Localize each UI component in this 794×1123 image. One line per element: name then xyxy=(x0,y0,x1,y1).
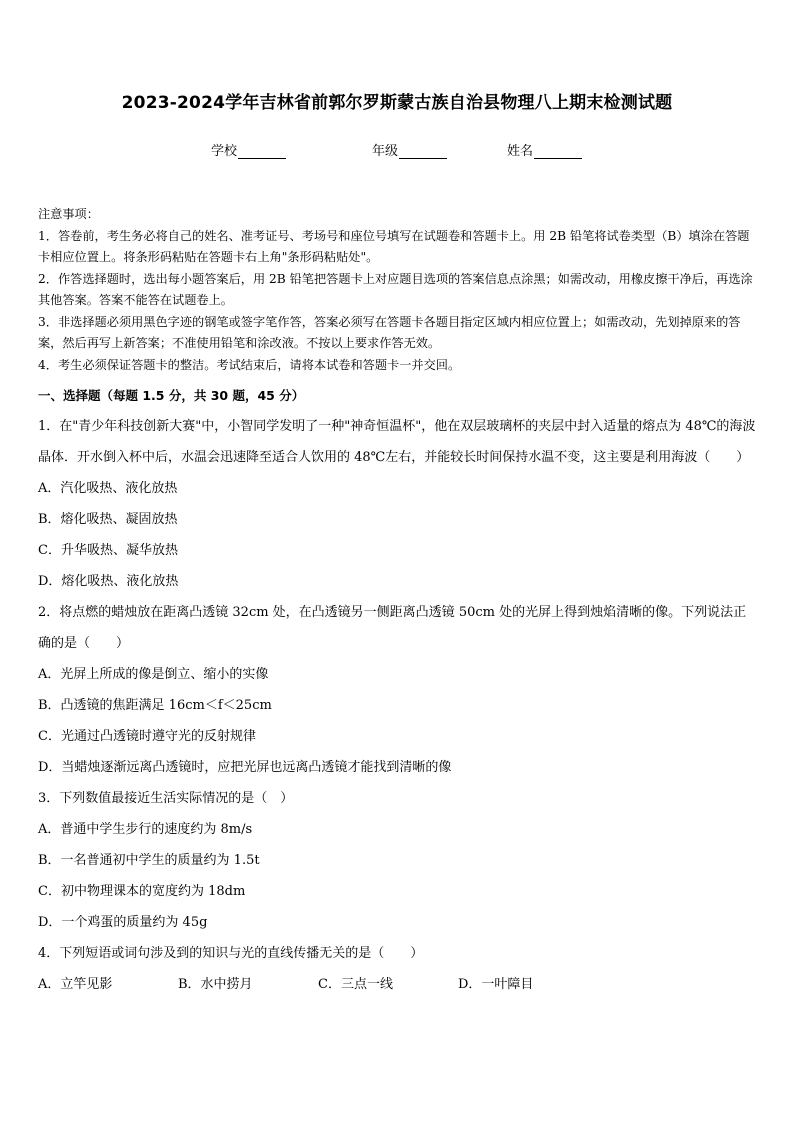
grade-field xyxy=(372,140,447,159)
school-blank xyxy=(238,144,286,159)
option-b: B．凸透镜的焦距满足 16cm＜f＜25cm xyxy=(38,698,272,713)
notes-heading: 注意事项： xyxy=(38,207,99,221)
school-field xyxy=(211,140,286,159)
option-a: A．立竿见影 xyxy=(38,977,113,992)
option-b: B．熔化吸热、凝固放热 xyxy=(38,512,178,527)
grade-label: 年级 xyxy=(372,144,399,159)
option-d: D．熔化吸热、液化放热 xyxy=(38,574,179,589)
name-label: 姓名 xyxy=(507,144,534,159)
exam-title: 2023-2024学年吉林省前郭尔罗斯蒙古族自治县物理八上期末检测试题 xyxy=(121,93,673,113)
option-c: C．三点一线 xyxy=(318,977,393,992)
question-2 xyxy=(38,597,758,783)
option-d: D．一叶障目 xyxy=(458,977,534,992)
grade-blank xyxy=(399,144,447,159)
inline-options xyxy=(38,969,758,1000)
name-field xyxy=(507,140,582,159)
section-title: 一、选择题（每题 1.5 分，共 30 题，45 分） xyxy=(38,388,305,403)
question-stem: 1．在"青少年科技创新大赛"中，小智同学发明了一种"神奇恒温杯"，他在双层玻璃杯的夹层中封入适量的熔点为 48℃的海波晶体．开水倒入杯中后，水温会迅速降至适合人饮用的 48℃左右，并能较长时间保持水温不变，这主要是利用海波（ ） xyxy=(38,419,756,465)
option-a: A．光屏上所成的像是倒立、缩小的实像 xyxy=(38,667,269,682)
question-stem: 3．下列数值最接近生活实际情况的是（ ） xyxy=(38,791,294,806)
option-b: B．水中捞月 xyxy=(178,977,253,992)
question-1 xyxy=(38,411,758,597)
option-c: C．升华吸热、凝华放热 xyxy=(38,543,178,558)
name-blank xyxy=(534,144,582,159)
question-stem: 2．将点燃的蜡烛放在距离凸透镜 32cm 处，在凸透镜另一侧距离凸透镜 50cm 处的光屏上得到烛焰清晰的像。下列说法正确的是（ ） xyxy=(38,605,747,651)
option-c: C．初中物理课本的宽度约为 18dm xyxy=(38,884,246,899)
option-c: C．光通过凸透镜时遵守光的反射规律 xyxy=(38,729,256,744)
option-d: D．一个鸡蛋的质量约为 45g xyxy=(38,915,208,930)
question-stem: 4．下列短语或词句涉及到的知识与光的直线传播无关的是（ ） xyxy=(38,946,424,961)
option-d: D．当蜡烛逐渐远离凸透镜时，应把光屏也远离凸透镜才能找到清晰的像 xyxy=(38,760,452,775)
option-b: B．一名普通初中学生的质量约为 1.5t xyxy=(38,853,260,868)
question-4 xyxy=(38,938,758,1000)
option-a: A．普通中学生步行的速度约为 8m/s xyxy=(38,822,253,837)
note-item: 3．非选择题必须用黑色字迹的钢笔或签字笔作答，答案必须写在答题卡各题目指定区域内相应位置上；如需改动，先划掉原来的答案，然后再写上新答案；不准使用铅笔和涂改液。不按以上要求作答无效。 xyxy=(38,314,741,350)
school-label: 学校 xyxy=(211,144,238,159)
note-item: 1．答卷前，考生务必将自己的姓名、准考证号、考场号和座位号填写在试题卷和答题卡上。用 2B 铅笔将试卷类型（B）填涂在答题卡相应位置上。将条形码粘贴在答题卡右上角"条形码粘贴处"。 xyxy=(38,228,750,264)
notes-block xyxy=(38,204,760,376)
question-3 xyxy=(38,783,758,938)
questions-list xyxy=(38,411,758,1000)
option-a: A．汽化吸热、液化放热 xyxy=(38,481,178,496)
note-item: 2．作答选择题时，选出每小题答案后，用 2B 铅笔把答题卡上对应题目选项的答案信息点涂黑；如需改动，用橡皮擦干净后，再选涂其他答案。答案不能答在试题卷上。 xyxy=(38,271,753,307)
note-item: 4．考生必须保证答题卡的整洁。考试结束后，请将本试卷和答题卡一并交回。 xyxy=(38,357,461,372)
